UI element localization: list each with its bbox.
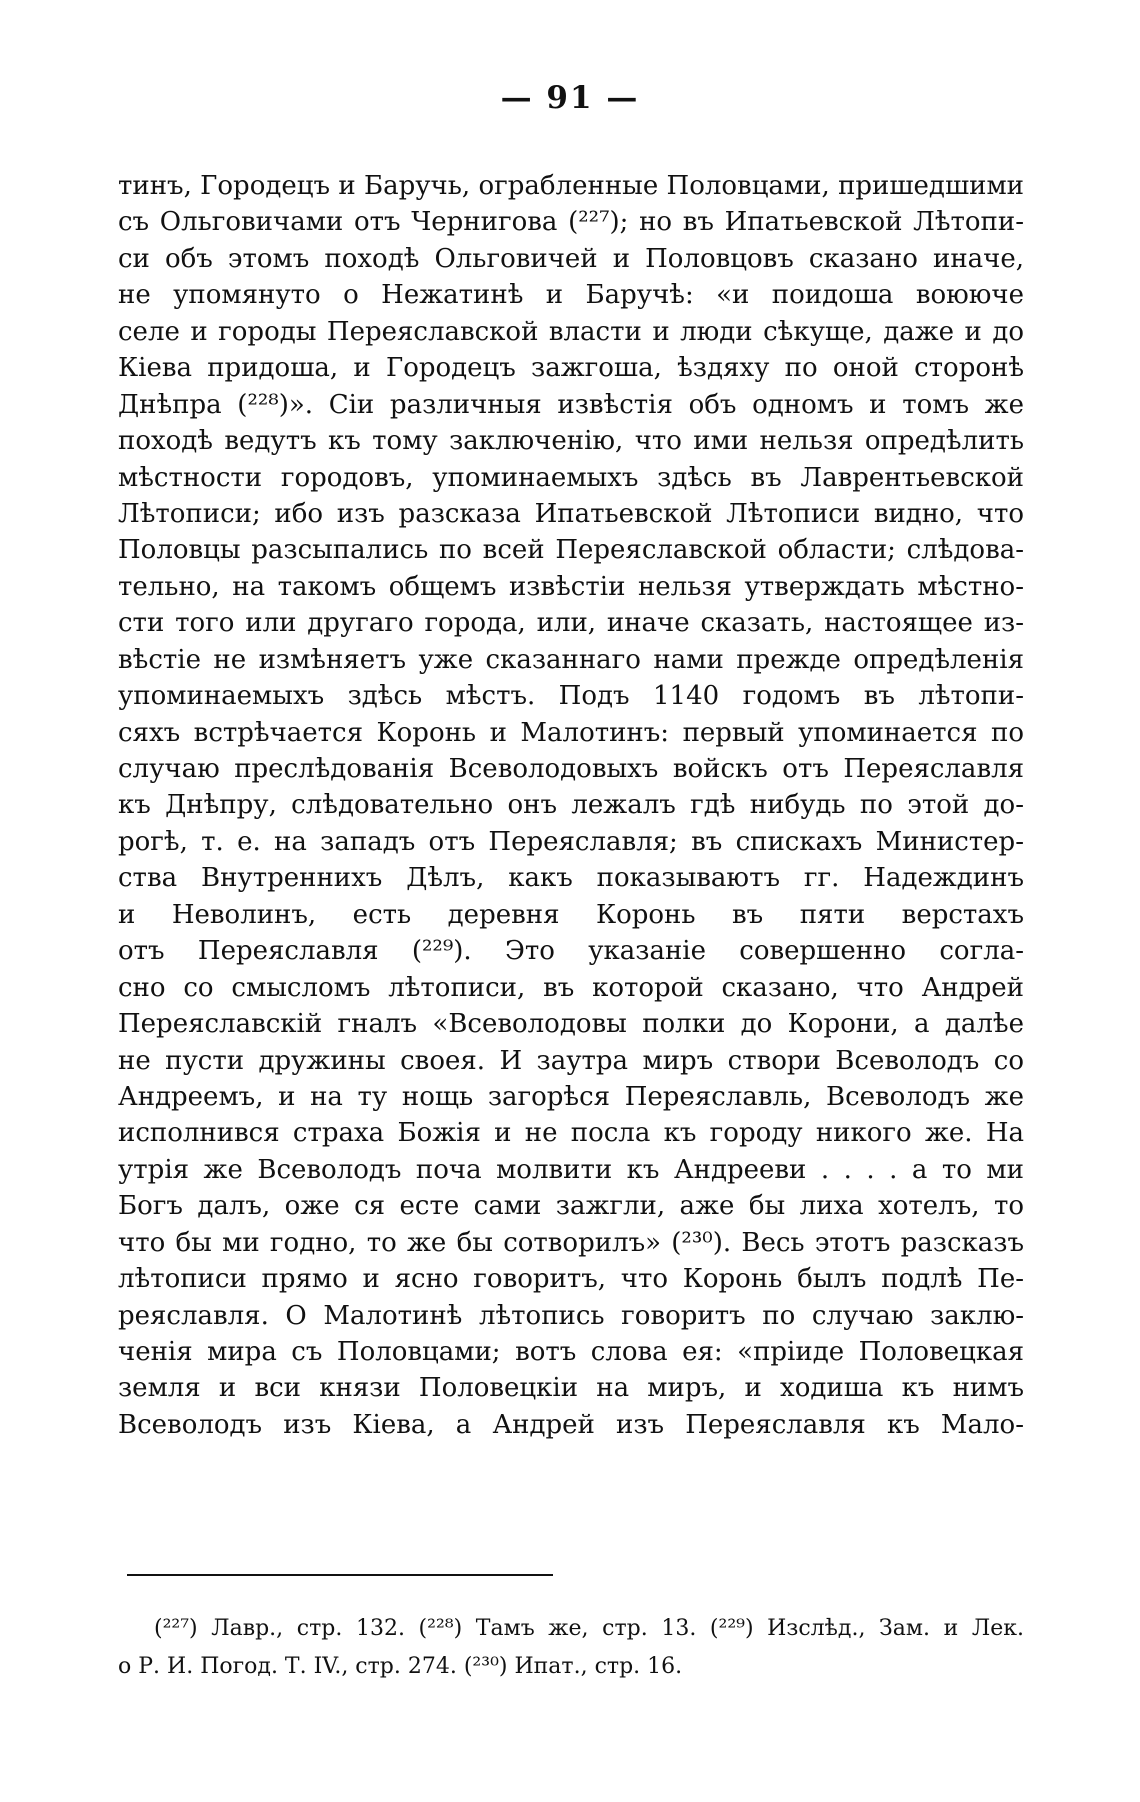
text-line: реяславля. О Малотинѣ лѣтопись говоритъ по случаю заклю- [118, 1300, 1024, 1331]
text-line: отъ Переяславля (²²⁹). Это указанiе совершенно согла- [118, 936, 1024, 967]
text-line: исполнився страха Божiя и не посла къ городу никого же. На [118, 1118, 1024, 1149]
text-line: и Неволинъ, есть деревня Коронь въ пяти верстахъ [118, 899, 1024, 930]
text-line: земля и вси князи Половецкiи на миръ, и ходиша къ нимъ [118, 1373, 1024, 1404]
text-line: си объ этомъ походѣ Ольговичей и Половцовъ сказано иначе, [118, 243, 1024, 274]
text-line: походѣ ведутъ къ тому заключенiю, что ими нельзя опредѣлить [118, 426, 1024, 457]
text-line: ченiя мира съ Половцами; вотъ слова ея: «прiиде Половецкая [118, 1337, 1024, 1367]
text-line: тельно, на такомъ общемъ извѣстiи нельзя утверждать мѣстно- [118, 571, 1024, 602]
text-line: Кiева придоша, и Городецъ зажгоша, ѣздяху по оной сторонѣ [118, 353, 1024, 384]
text-line: мѣстности городовъ, упоминаемыхъ здѣсь въ Лаврентьевской [118, 462, 1024, 493]
text-line: вѣстiе не измѣняетъ уже сказаннаго нами прежде опредѣленiя [118, 644, 1024, 675]
text-line: тинъ, Городецъ и Баручь, ограбленные Половцами, пришедшими [118, 171, 1024, 201]
text-line: Лѣтописи; ибо изъ разсказа Ипатьевской Лѣтописи видно, что [118, 498, 1024, 529]
text-line: Всеволодъ изъ Кiева, а Андрей изъ Переяславля къ Мало- [118, 1409, 1024, 1440]
text-line: Половцы разсыпались по всей Переяславской области; слѣдова- [118, 535, 1024, 566]
footnotes [118, 1610, 1024, 1686]
text-line: съ Ольговичами отъ Чернигова (²²⁷); но въ Ипатьевской Лѣтопи- [118, 207, 1024, 238]
text-line: не пусти дружины своея. И заутра миръ створи Всеволодъ со [118, 1045, 1024, 1076]
text-line: Днѣпра (²²⁸)». Сiи различныя извѣстiя объ одномъ и томъ же [118, 389, 1024, 420]
text-line: лѣтописи прямо и ясно говоритъ, что Коронь былъ подлѣ Пе- [118, 1264, 1024, 1295]
page-number: — 91 — [500, 80, 640, 116]
text-line: сти того или другаго города, или, иначе сказать, настоящее из- [118, 608, 1024, 639]
text-line: сно со смысломъ лѣтописи, въ которой сказано, что Андрей [118, 972, 1024, 1003]
text-line: сяхъ встрѣчается Коронь и Малотинъ: первый упоминается по [118, 717, 1024, 748]
body-text [118, 168, 1024, 1443]
text-line: ства Внутреннихъ Дѣлъ, какъ показываютъ гг. Надеждинъ [118, 863, 1024, 894]
text-line: Переяславскiй гналъ «Всеволодовы полки до Корони, а далѣе [118, 1009, 1024, 1040]
text-line: что бы ми годно, то же бы сотворилъ» (²³⁰). Весь этотъ разсказъ [118, 1227, 1024, 1258]
footnote-line: (²²⁷) Лавр., стр. 132. (²²⁸) Тамъ же, стр. 13. (²²⁹) Изслѣд., Зам. и Лек. [154, 1616, 1024, 1641]
footnote-line: о Р. И. Погод. Т. IV., стр. 274. (²³⁰) Ипат., стр. 16. [118, 1654, 683, 1679]
text-line: не упомянуто о Нежатинѣ и Баручѣ: «и поидоша воююче [118, 280, 1024, 311]
text-line: рогѣ, т. е. на западъ отъ Переяславля; въ спискахъ Министер- [118, 826, 1024, 857]
text-line: случаю преслѣдованiя Всеволодовыхъ войскъ отъ Переяславля [118, 754, 1024, 784]
footnote-divider [127, 1574, 553, 1576]
text-line: упоминаемыхъ здѣсь мѣстъ. Подъ 1140 годомъ въ лѣтопи- [118, 681, 1024, 712]
text-line: селе и городы Переяславской власти и люди сѣкуще, даже и до [118, 316, 1024, 347]
text-line: Богъ далъ, оже ся есте сами зажгли, аже бы лиха хотелъ, то [118, 1191, 1024, 1222]
text-line: утрiя же Всеволодъ поча молвити къ Андрееви . . . . а то ми [118, 1154, 1024, 1185]
text-line: Андреемъ, и на ту нощь загорѣся Переяславль, Всеволодъ же [118, 1081, 1024, 1112]
text-line: къ Днѣпру, слѣдовательно онъ лежалъ гдѣ нибудь по этой до- [118, 790, 1024, 821]
